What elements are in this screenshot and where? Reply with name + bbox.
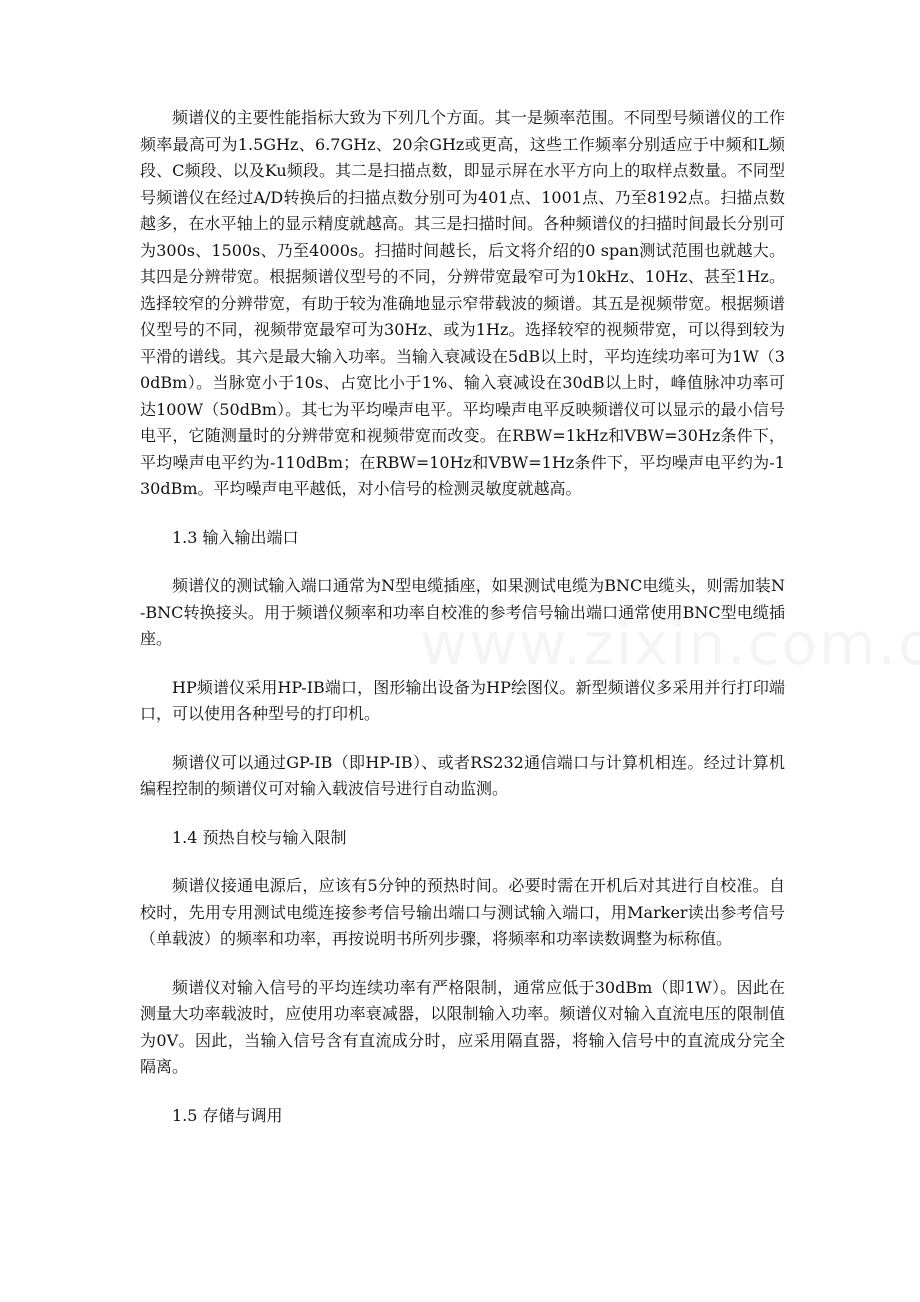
section-heading-1-3: 1.3 输入输出端口 bbox=[172, 527, 299, 547]
document-page bbox=[140, 105, 785, 1151]
paragraph-warmup-selfcal: 频谱仪接通电源后，应该有5分钟的预热时间。必要时需在开机后对其进行自校准。自校时，先用专用测试电缆连接参考信号输出端口与测试输入端口，用Marker读出参考信号（单载波）的频率和功率，再按说明书所列步骤，将频率和功率读数调整为标称值。 bbox=[140, 876, 785, 948]
paragraph-hp-ib: HP频谱仪采用HP-IB端口，图形输出设备为HP绘图仪。新型频谱仪多采用并行打印端口，可以使用各种型号的打印机。 bbox=[140, 677, 785, 723]
paragraph-computer-link: 频谱仪可以通过GP-IB（即HP-IB）、或者RS232通信端口与计算机相连。经过计算机编程控制的频谱仪可对输入载波信号进行自动监测。 bbox=[140, 752, 785, 798]
section-heading-1-4: 1.4 预热自校与输入限制 bbox=[172, 827, 347, 847]
paragraph-input-limits: 频谱仪对输入信号的平均连续功率有严格限制，通常应低于30dBm（即1W）。因此在测量大功率载波时，应使用功率衰减器，以限制输入功率。频谱仪对输入直流电压的限制值为0V。因此，当输入信号含有直流成分时，应采用隔直器，将输入信号中的直流成分完全隔离。 bbox=[140, 977, 785, 1076]
section-heading-1-5: 1.5 存储与调用 bbox=[172, 1105, 283, 1125]
paragraph-performance-specs: 频谱仪的主要性能指标大致为下列几个方面。其一是频率范围。不同型号频谱仪的工作频率最高可为1.5GHz、6.7GHz、20余GHz或更高，这些工作频率分别适应于中频和L频段、C频段、以及Ku频段。其二是扫描点数，即显示屏在水平方向上的取样点数量。不同型号频谱仪在经过A/D转换后的扫描点数分别可为401点、1001点、乃至8192点。扫描点数越多，在水平轴上的显示精度就越高。其三是扫描时间。各种频谱仪的扫描时间最长分别可为300s、1500s、乃至4000s。扫描时间越长，后文将介绍的0 span测试范围也就越大。其四是分辨带宽。根据频谱仪型号的不同，分辨带宽最窄可为10kHz、10Hz、甚至1Hz。选择较窄的分辨带宽，有助于较为准确地显示窄带载波的频谱。其五是视频带宽。根据频谱仪型号的不同，视频带宽最窄可为30Hz、或为1Hz。选择较窄的视频带宽，可以得到较为平滑的谱线。其六是最大输入功率。当输入衰减设在5dB以上时，平均连续功率可为1W（30dBm）。当脉宽小于10s、占宽比小于1%、输入衰减设在30dB以上时，峰值脉冲功率可达100W（50dBm）。其七为平均噪声电平。平均噪声电平反映频谱仪可以显示的最小信号电平，它随测量时的分辨带宽和视频带宽而改变。在RBW=1kHz和VBW=30Hz条件下，平均噪声电平约为-110dBm；在RBW=10Hz和VBW=1Hz条件下，平均噪声电平约为-130dBm。平均噪声电平越低，对小信号的检测灵敏度就越高。 bbox=[140, 108, 785, 498]
paragraph-input-port: 频谱仪的测试输入端口通常为N型电缆插座，如果测试电缆为BNC电缆头，则需加装N-BNC转换接头。用于频谱仪频率和功率自校准的参考信号输出端口通常使用BNC型电缆插座。 bbox=[140, 576, 785, 648]
